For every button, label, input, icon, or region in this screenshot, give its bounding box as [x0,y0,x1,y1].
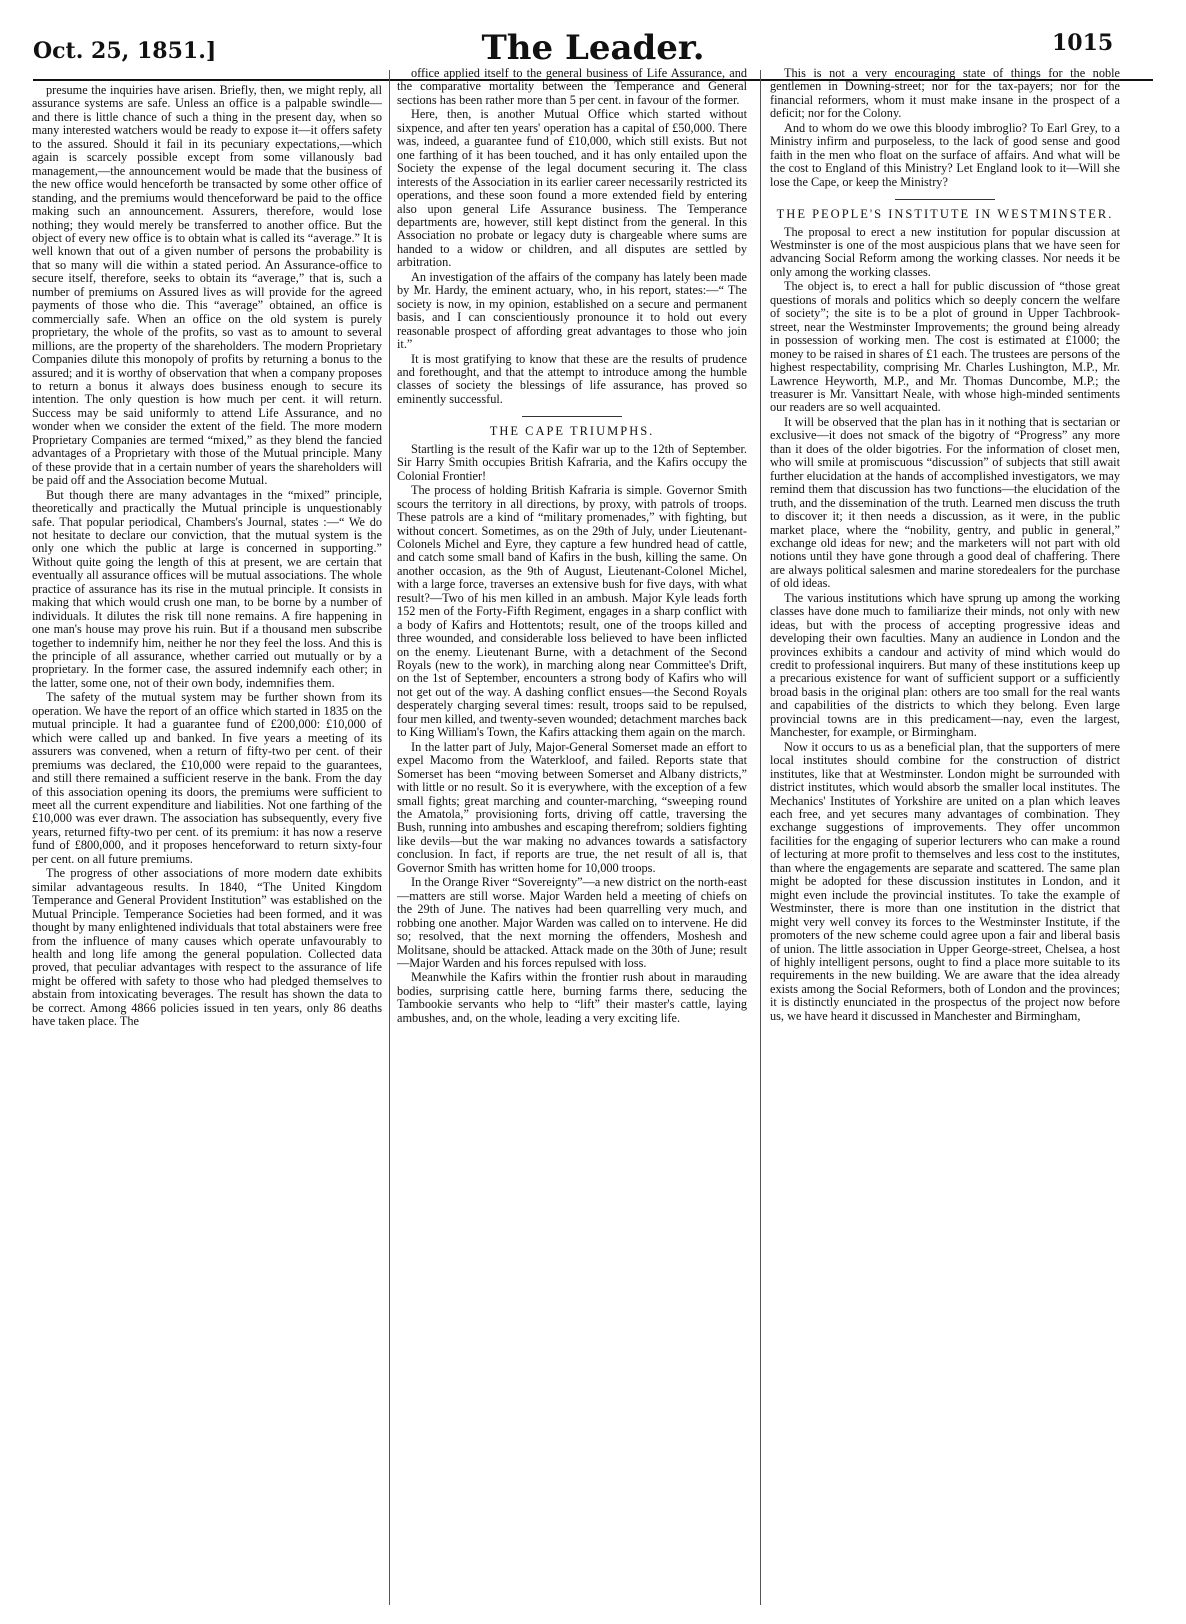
column-2 [397,67,747,1607]
newspaper-title: The Leader. [481,28,705,68]
page-number: 1015 [1052,30,1114,56]
paragraph: Now it occurs to us as a beneficial plan, that the supporters of mere local institutes should combine for the construction of district institutes, like that at Westminster. London might be surrounded with district institutes, which would absorb the smaller local institutes. The Mechanics' Institutes of Yorkshire are united on a plan which leaves each free, and yet secures many advantages of combination. They exchange suggestions of improvements. They offer uncommon facilities for the engaging of superior lecturers who can make a round of lecturing at more profit to themselves and less cost to the institutes, than where the engagements are separate and scattered. The same plan might be adopted for these discussion institutes in London, and it might even include the provincial institutes. To take the example of Westminster, there is more than one institution in the district that might very well convey its forces to the Westminster Institute, if the promoters of the new scheme could agree upon a fair and liberal basis of union. The little association in Upper George-street, Chelsea, a host of highly intelligent persons, ought to find a place more suitable to its requirements in the new building. We are aware that the idea already exists among the Social Reformers, both of London and the provinces; it is distinctly enunciated in the prospectus of the project now before us, we have heard it discussed in Manchester and Birmingham, [770,739,1120,1023]
paragraph: The progress of other associations of more modern date exhibits similar advantageous results. In 1840, “The United Kingdom Temperance and General Provident Institution” was established on the Mutual Principle. Temperance Societies had been formed, and it was thought by many enlightened individuals that total abstainers were free from the influence of many causes which operate unfavourably to health and long life among the general population. Collected data proved, that peculiar advantages with respect to the assurance of life might be offered with safety to those who had pledged themselves to abstain from intoxicating beverages. The result has shown the data to be correct. Among 4866 policies issued in ten years, only 86 deaths have taken place. The [32,866,382,1029]
section-heading: THE PEOPLE'S INSTITUTE IN WESTMINSTER. [776,207,1114,222]
section-separator [895,199,995,200]
paragraph: office applied itself to the general business of Life Assurance, and the comparative mortality between the Temperance and General sections has been rather more than 5 per cent. in favour of the former. [397,67,747,107]
paragraph: It will be observed that the plan has in it nothing that is sectarian or exclusive—it does not smack of the bigotry of “Progress” any more than it does of the older bigotries. For the information of closet men, who will smile at promiscuous “discussion” of subjects that still await further elucidation at the hands of accomplished investigators, we may remind them that discussion has two functions—the elucidation of the truth, and the dissemination of the truth. Learned men discuss the truth to discover it; it then needs a discussion, as it were, in the public market place, where the “nobility, gentry, and public in general,” exchange old ideas for new; and the marketers will not part with old notions until they have gone through a good deal of chaffering. There are always political salesmen and marine storedealers for the purchase of old ideas. [770,414,1120,591]
column-divider [389,70,390,1605]
paragraph: An investigation of the affairs of the company has lately been made by Mr. Hardy, the eminent actuary, who, in his report, states:—“ The society is now, in my opinion, established on a secure and permanent basis, and I can conscientiously pronounce it to hold out every reasonable prospect of affording great advantages to those who join it.” [397,269,747,352]
paragraph: The proposal to erect a new institution for popular discussion at Westminster is one of the most auspicious plans that we have seen for advancing Social Reform among the working classes. Nor needs it be only among the working classes. [770,224,1120,279]
paragraph: In the Orange River “Sovereignty”—a new district on the north-east—matters are still worse. Major Warden held a meeting of chiefs on the 29th of June. The natives had been quarrelling very much, and robbing one another. Major Warden was called on to intervene. He did so; resolved, that the next morning the offenders, Moshesh and Molitsane, should be attacked. Attack made on the 30th of June; result—Major Warden and his forces repulsed with loss. [397,875,747,970]
column-3 [770,67,1120,1607]
paragraph: And to whom do we owe this bloody imbroglio? To Earl Grey, to a Ministry infirm and purposeless, to the lack of good sense and good faith in the men who float on the surface of affairs. And what will be the cost to England of this Ministry? Let England look to it—Will she lose the Cape, or keep the Ministry? [770,120,1120,189]
paragraph: Startling is the result of the Kafir war up to the 12th of September. Sir Harry Smith occupies British Kafraria, and the Kafirs occupy the Colonial Frontier! [397,441,747,483]
paragraph: Meanwhile the Kafirs within the frontier rush about in marauding bodies, surprising cattle here, burning farms there, seducing the Tambookie servants who help to “lift” their master's cattle, laying ambushes, and, on the whole, leading a very exciting life. [397,970,747,1025]
paragraph: The object is, to erect a hall for public discussion of “those great questions of morals and politics which so deeply concern the welfare of society”; the site is to be a plot of ground in Upper Tachbrook-street, near the Westminster Improvements; the ground being already in possession of working men. The cost is estimated at £1000; the money to be raised in shares of £1 each. The trustees are persons of the highest respectability, comprising Mr. Charles Lushington, M.P., Mr. Lawrence Heyworth, M.P., and Mr. Thomas Duncombe, M.P.; the treasurer is Mr. Vansittart Neale, with whose high-minded sentiments our readers are so well acquainted. [770,279,1120,415]
paragraph: The various institutions which have sprung up among the working classes have done much to familiarize their minds, not only with new ideas, but with the process of accepting progressive ideas and developing their own faculties. Many an audience in London and the provinces exhibits a candour and activity of mind which would do credit to professional inquirers. But many of these institutions keep up a precarious existence for want of sufficient support or a sufficiently broad basis in the original plan: others are too small for the real wants and capabilities of the districts to which they belong. Even large provincial towns are in this predicament—nay, even the largest, Manchester, for example, or Birmingham. [770,590,1120,740]
issue-date: Oct. 25, 1851.] [33,38,217,64]
section-heading: THE CAPE TRIUMPHS. [489,424,655,439]
paragraph: Here, then, is another Mutual Office which started without sixpence, and after ten years' operation has a capital of £50,000. There was, indeed, a guarantee fund of £10,000, which still exists. But not one farthing of it has been touched, and it has only entailed upon the Society the expense of the legal document securing it. The class interests of the Association in its earlier career necessarily restricted its operations, and these soon found a more extended field by entering also upon general Life Assurance business. The Temperance departments are, however, still kept distinct from the general. In this Association no probate or legacy duty is chargeable where sums are handed to a widow or children, and all disputes are settled by arbitration. [397,107,747,270]
paragraph: This is not a very encouraging state of things for the noble gentlemen in Downing-street; nor for the tax-payers; nor for the financial reformers, whom it must make insane in the prospect of a deficit; nor for the Colony. [770,67,1120,121]
paragraph: The safety of the mutual system may be further shown from its operation. We have the report of an office which started in 1835 on the mutual principle. It had a guarantee fund of £200,000: £10,000 of which were called up and banked. In five years a meeting of its assurers was convened, when a return of fifty-two per cent. of their premiums was declared, the £10,000 were repaid to the guarantees, and still there remained a sufficient reserve in the bank. From the day of this association opening its doors, the premiums were sufficient to meet all the current expenditure and liabilities. Not one farthing of the £10,000 was ever drawn. The association has subsequently, every five years, returned fifty-two per cent. of its premium: it has now a reserve fund of £800,000, and it proposes henceforward to return sixty-four per cent. on all future premiums. [32,690,382,866]
paragraph: In the latter part of July, Major-General Somerset made an effort to expel Macomo from the Waterkloof, and failed. Reports state that Somerset has been “moving between Somerset and Albany districts,” with little or no result. So it is everywhere, with the exception of a few small fights; great marching and counter-marching, “sweeping round the Amatola,” provisioning forts, driving off cattle, traversing the Bush, running into ambushes and escaping therefrom; soldiers fighting like devils—but the war making no advances towards a satisfactory conclusion. In fact, if reports are true, the net result of all is, that Governor Smith has written home for 10,000 troops. [397,739,747,875]
paragraph: But though there are many advantages in the “mixed” principle, theoretically and practically the Mutual principle is unquestionably safe. That popular periodical, Chambers's Journal, states :—“ We do not hesitate to declare our conviction, that the mutual system is the only one which the public at large is concerned in supporting.” Without quite going the length of this at present, we are certain that eventually all assurance offices will be mutual associations. The whole practice of assurance has its rise in the mutual principle. It consists in making that which would crush one man, to be borne by a number of individuals. It dilutes the risk till none remains. A fire happening in one man's house may prove his ruin. But if a thousand men subscribe together to indemnify him, neither he nor they feel the loss. And this is the principle of all assurance, whether carried out mutually or by a proprietary. In the former case, the assured indemnify each other; in the latter, some one, not of their own body, indemnifies them. [32,487,382,690]
column-1 [32,84,382,1624]
paragraph: It is most gratifying to know that these are the results of prudence and forethought, and that the attempt to introduce among the humble classes of society the blessings of life assurance, has proved so eminently successful. [397,351,747,406]
column-divider [760,70,761,1605]
section-separator [522,416,622,417]
paragraph: The process of holding British Kafraria is simple. Governor Smith scours the territory in all directions, by proxy, with patrols of troops. These patrols are a kind of “military promenades,” with fighting, but without concert. Sometimes, as on the 29th of July, under Lieutenant-Colonels Michel and Eyre, they capture a few hundred head of cattle, and catch some small band of Kafirs in the bush, killing the same. On another occasion, as the 9th of August, Lieutenant-Colonel Michel, with a large force, traverses an extensive bush for five days, with what result?—Two of his men killed in an ambush. Major Kyle leads forth 152 men of the Forty-Fifth Regiment, engages in a sharp conflict with a body of Kafirs and Hottentots; result, one of the troops killed and three wounded, and considerable loss believed to have been inflicted on the enemy. Lieutenant Burne, with a detachment of the Second Royals (new to the work), in marching along near Committee's Drift, on the 1st of September, encounters a strong body of Kafirs who will not get out of the way. A dashing conflict ensues—the Second Royals desperately charging several times: result, troops said to be repulsed, four men killed, and twenty-seven wounded; detachment marches back to King William's Town, the Kafirs attacking them again on the march. [397,483,747,740]
paragraph: presume the inquiries have arisen. Briefly, then, we might reply, all assurance systems are safe. Unless an office is a palpable swindle—and there is little chance of such a thing in the present day, when so many interested watchers would be ready to expose it—it offers safety to the assured. Should it fail in its pecuniary expectations,—which again is scarcely possible except from some villanously bad management,—the announcement would be made that the business of the new office would henceforth be transacted by some other office of standing, and the premiums would thenceforward be paid to the office making such an announcement. Assurers, therefore, would lose nothing; they would merely be transferred to another office. But the object of every new office is to obtain what is called its “average.” It is well known that out of a given number of persons the probability is that so many will die within a stated period. An Assurance-office to secure itself, therefore, seeks to obtain its “average,” that is, such a number of premiums on Assured lives as will provide for the agreed payments of those who die. This “average” obtained, an office is commercially safe. When an office on the old system is purely proprietary, the whole of the profits, so vast as to amount to several millions, are the property of the shareholders. The modern Proprietary Companies dilute this monopoly of profits by returning a bonus to the assured; and it is worthy of observation that when a company proposes to return a bonus it always does business enough to secure its intention. The only question is how much per cent. it will return. Success may be said uniformly to attend Life Assurance, and no wonder when we consider the extent of the field. The more modern Proprietary Companies are termed “mixed,” as they blend the fancied advantages of a Proprietary with those of the Mutual principle. Many of these provide that in a certain number of years the shareholders will be paid off and the Association become Mutual. [32,84,382,488]
